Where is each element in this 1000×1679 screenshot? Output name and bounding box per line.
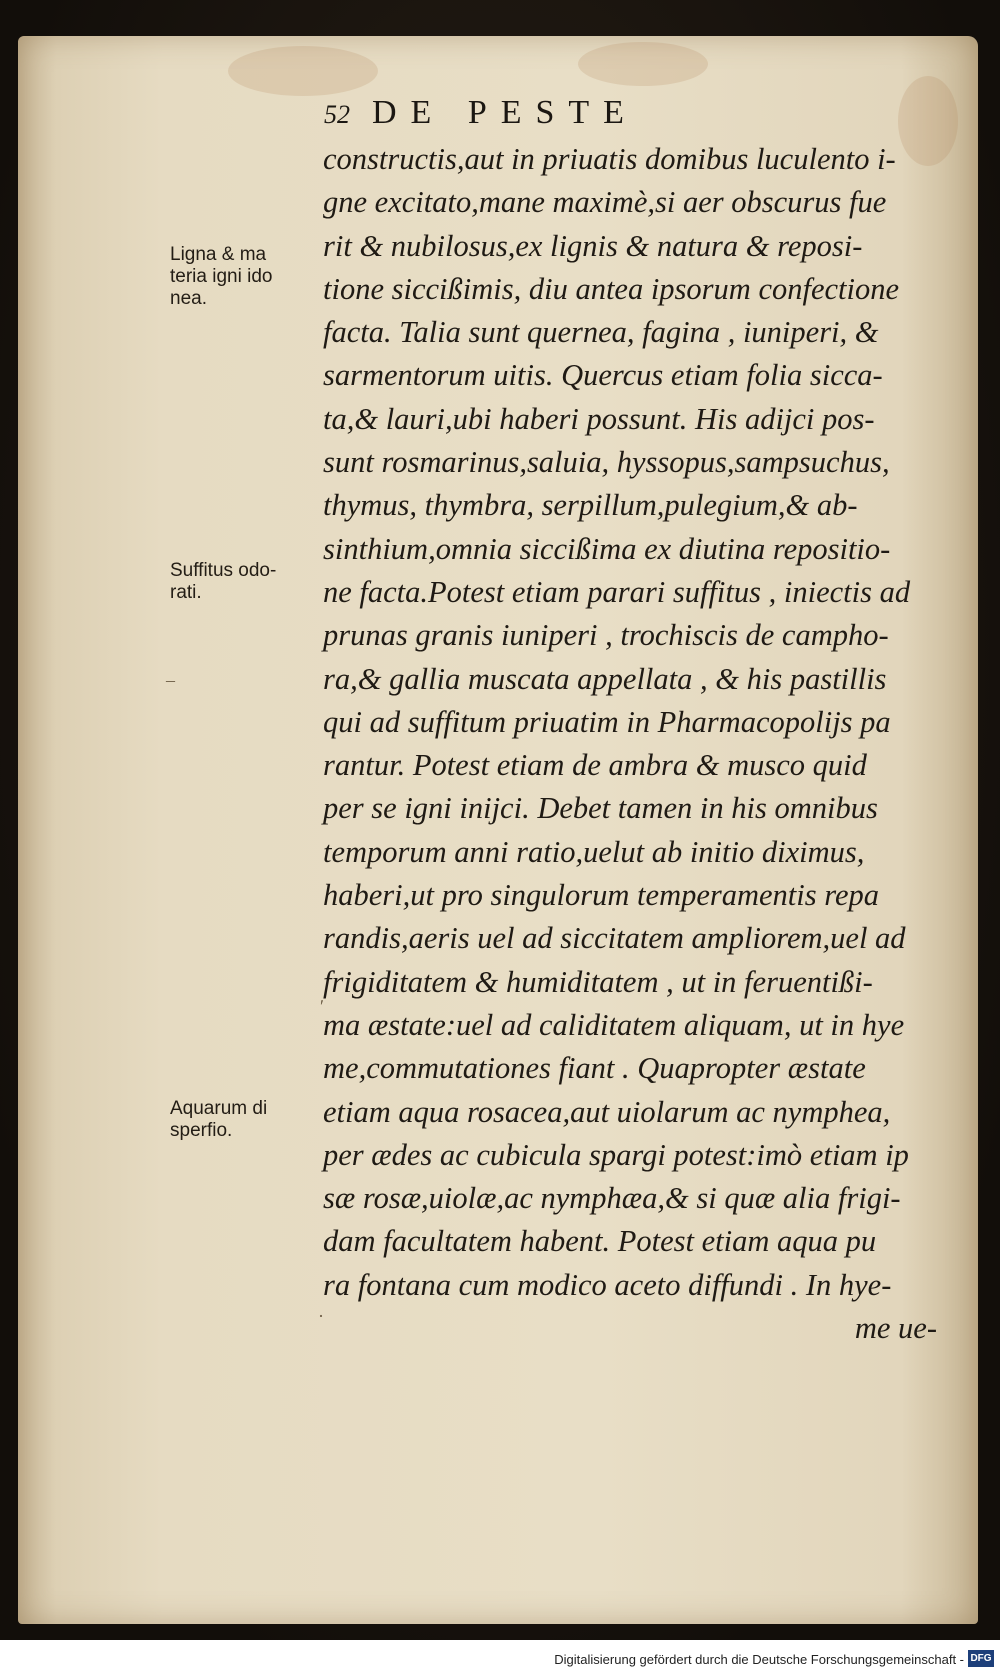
margin-note-aquarum (170, 1098, 320, 1142)
text-line: sinthium,omnia siccißima ex diutina repositio- (323, 531, 891, 566)
text-line: thymus, thymbra, serpillum,pulegium,& ab- (323, 488, 858, 523)
paper-stain (228, 46, 378, 96)
paper-stain (578, 42, 708, 86)
text-line: rantur. Potest etiam de ambra & musco quid (323, 748, 867, 783)
text-line: etiam aqua rosacea,aut uiolarum ac nymphea, (323, 1094, 891, 1129)
text-line: sæ rosæ,uiolæ,ac nymphæa,& si quæ alia frigi- (323, 1181, 901, 1216)
text-line: gne excitato,mane maximè,si aer obscurus fue (323, 185, 887, 220)
ink-speck: ʹ (320, 996, 324, 1016)
digitization-footer (0, 1640, 1000, 1679)
text-line: tione siccißimis, diu antea ipsorum confectione (323, 271, 900, 306)
ink-speck: – (166, 670, 175, 690)
text-line: temporum anni ratio,uelut ab initio diximus, (323, 834, 865, 869)
margin-note-ligna (170, 244, 320, 310)
running-title: DE PESTE (372, 94, 638, 131)
funding-notice: Digitalisierung gefördert durch die Deutsche Forschungsgemeinschaft - (554, 1652, 964, 1667)
body-text (323, 138, 943, 1350)
text-line: sarmentorum uitis. Quercus etiam folia sicca- (323, 358, 883, 393)
text-line: prunas granis iuniperi , trochiscis de campho- (323, 618, 889, 653)
text-line: qui ad suffitum priuatim in Pharmacopolijs pa (323, 704, 891, 739)
text-line: me,commutationes fiant . Quapropter æstate (323, 1051, 866, 1086)
text-line: rit & nubilosus,ex lignis & natura & reposi- (323, 228, 863, 263)
margin-note-line: teria igni ido (170, 266, 273, 287)
text-line: per ædes ac cubicula spargi potest:imò etiam ip (323, 1137, 909, 1172)
text-line: randis,aeris uel ad siccitatem ampliorem,uel ad (323, 921, 906, 956)
margin-note-line: Aquarum di (170, 1098, 268, 1119)
margin-note-line: rati. (170, 582, 202, 603)
text-line: sunt rosmarinus,saluia, hyssopus,sampsuchus, (323, 445, 890, 480)
catchword: me ue- (854, 1311, 937, 1346)
margin-note-line: sperfio. (170, 1120, 233, 1141)
text-line: frigiditatem & humiditatem , ut in feruentißi- (323, 964, 873, 999)
page-number: 52 (324, 100, 350, 129)
text-line: ma æstate:uel ad caliditatem aliquam, ut in hye (323, 1007, 905, 1042)
margin-note-suffitus (170, 560, 320, 604)
text-line: ne facta.Potest etiam parari suffitus , iniectis ad (323, 574, 911, 609)
text-line: dam facultatem habent. Potest etiam aqua pu (323, 1224, 877, 1259)
margin-note-line: nea. (170, 288, 207, 309)
text-line: ta,& lauri,ubi haberi possunt. His adijci pos- (323, 401, 875, 436)
book-page (18, 36, 978, 1624)
text-line: per se igni inijci. Debet tamen in his omnibus (323, 791, 878, 826)
margin-note-line: Suffitus odo- (170, 560, 277, 581)
ink-speck: · (318, 1306, 324, 1326)
text-line: ra,& gallia muscata appellata , & his pastillis (323, 661, 887, 696)
margin-note-line: Ligna & ma (170, 244, 267, 265)
text-line: constructis,aut in priuatis domibus luculento i- (323, 142, 896, 176)
running-head (324, 94, 764, 132)
text-line: facta. Talia sunt quernea, fagina , iuniperi, & (323, 315, 879, 350)
text-line: haberi,ut pro singulorum temperamentis repa (323, 878, 880, 913)
text-line: ra fontana cum modico aceto diffundi . In hye- (323, 1267, 892, 1302)
dfg-logo: DFG (968, 1650, 994, 1667)
